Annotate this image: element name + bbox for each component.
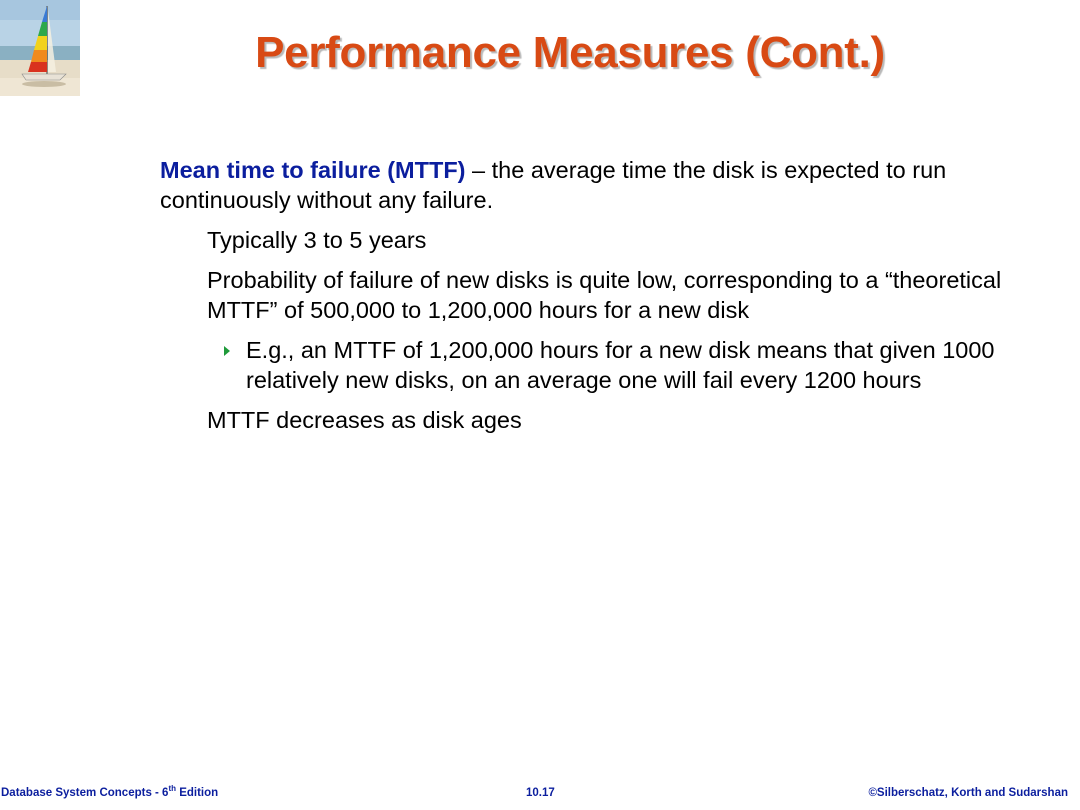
page-title: Performance Measures (Cont.) <box>255 28 885 77</box>
footer-book-title <box>1 784 219 799</box>
point-typical-years: Typically 3 to 5 years <box>207 227 427 253</box>
subpoint-example <box>246 335 1040 395</box>
footer-book-suffix: Edition <box>176 787 219 799</box>
mttf-term: Mean time to failure (MTTF) <box>160 157 466 183</box>
triangle-bullet-icon <box>224 346 230 356</box>
footer-page-number: 10.17 <box>526 787 555 799</box>
footer-book-sup: th <box>168 784 177 794</box>
mttf-definition: – the average time the disk is expected to run continuously without any failure. <box>160 157 947 213</box>
footer-copyright: ©Silberschatz, Korth and Sudarshan <box>868 787 1068 799</box>
intro-paragraph <box>160 155 1040 215</box>
footer-book-prefix: Database System Concepts - 6 <box>1 787 169 799</box>
subpoint-text: E.g., an MTTF of 1,200,000 hours for a new disk means that given 1000 relatively new disks, on an average one will fail every 1200 hours <box>246 337 995 393</box>
slide-body <box>160 155 1040 445</box>
point-mttf-decreases: MTTF decreases as disk ages <box>207 407 522 433</box>
point-probability: Probability of failure of new disks is quite low, corresponding to a “theoretical MTTF” of 500,000 to 1,200,000 hours for a new disk <box>207 267 1002 323</box>
